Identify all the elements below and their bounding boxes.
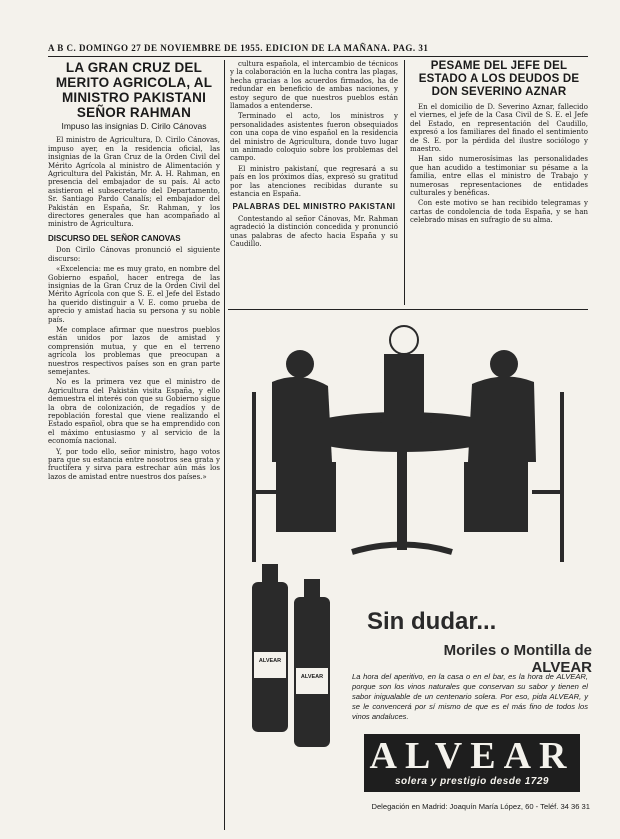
left-man-head (286, 350, 314, 378)
right-chair (532, 392, 562, 562)
article-subhead: Impuso las insignias D. Cirilo Cánovas (61, 121, 207, 131)
article-paragraph: No es la primera vez que el ministro de Agricultura del Pakistán visita España, y ello demuestra el interés con que su Gobierno sigue la obra de colonización, de regadíos y de repoblación forestal que viene realizando el Estado español, obra que se ha emprendido con el máximo entusiasmo y al servicio de la economía nacional. (48, 378, 220, 446)
section-title: PALABRAS DEL MINISTRO PAKISTANI (232, 201, 396, 211)
bottle-left-neck (262, 564, 278, 586)
ad-headline: Sin dudar... (367, 608, 497, 635)
ad-brand-name: ALVEAR (369, 735, 575, 777)
article-headline-agricultura: LA GRAN CRUZ DEL MERITO AGRICOLA, AL MINISTRO PAKISTANI SEÑOR RAHMAN (55, 60, 213, 120)
article-paragraph: Don Cirilo Cánovas pronunció el siguiente discurso: (48, 246, 220, 263)
ad-footer: Delegación en Madrid: Joaquín María López, 60 - Teléf. 34 36 31 (371, 802, 590, 811)
section-title: DISCURSO DEL SEÑOR CANOVAS (48, 233, 181, 243)
bottle-right-label (296, 668, 328, 694)
right-man-legs (464, 462, 528, 532)
article-paragraph: Me complace afirmar que nuestros pueblos están unidos por lazos de amistad y comprensión mutua, y que en el terreno agrícola los problemas que preocupan a nuestros respectivos países son en gran parte semejantes. (48, 325, 220, 376)
column-divider (404, 60, 405, 305)
ad-tagline: solera y prestigio desde 1729 (394, 776, 549, 787)
masthead: A B C. DOMINGO 27 DE NOVIEMBRE DE 1955. EDICION DE LA MAÑANA. PAG. 31 (48, 43, 429, 53)
column-middle (230, 60, 398, 305)
article-paragraph: En el domicilio de D. Severino Aznar, fallecido el viernes, el jefe de la Casa Civil de S. E. el Jefe del Estado, en representación del Caudillo, expresó a los familiares del finado el sentimiento de S. E. por la pérdida del ilustre sociólogo y maestro. (410, 103, 588, 154)
article-paragraph: Han sido numerosísimas las personalidades que han acudido a testimoniar su pésame a la familia, entre ellas el ministro de Trabajo y numerosas representaciones de entidades culturales y benéficas. (410, 155, 588, 198)
article-paragraph: «Excelencia: me es muy grato, en nombre del Gobierno español, hacer entrega de las insignias de la Gran Cruz de la Orden Civil del Mérito Agrícola con que S. E. el Jefe del Estado ha querido distinguir a V. E. como prueba de aprecio y amistad hacia su persona y su noble país. (48, 265, 220, 324)
article-headline-pesame: PESAME DEL JEFE DEL ESTADO A LOS DEUDOS DE DON SEVERINO AZNAR (418, 60, 580, 98)
bottle-label-text: ALVEAR (300, 674, 324, 680)
left-man-legs (276, 462, 336, 532)
bottle-right-neck (304, 579, 320, 601)
ad-body-text: La hora del aperitivo, en la casa o en el bar, es la hora de ALVEAR, porque son los vinos naturales que conservan su sabor y tienen el sabor inigualable de un centenario solera. Por eso, pida ALVEAR, y se le convencerá por sí mismo de que es el más fino de todos los vinos andaluces. (352, 672, 588, 721)
header-rule (48, 56, 588, 57)
ad-subline: Moriles o Montilla de ALVEAR (443, 642, 592, 676)
waiter-head (390, 326, 418, 354)
right-man-body (468, 376, 536, 462)
article-paragraph: cultura española, el intercambio de técnicos y la colaboración en la lucha contra las plagas, hecha gracias a los acuerdos firmados, ha de redundar en beneficio de ambas naciones, y estoy seguro de que nuestros pueblos están llamados a entenderse. (230, 60, 398, 111)
table-leg (397, 440, 407, 550)
alvear-advertisement (232, 312, 590, 824)
ad-brand-box (364, 734, 580, 792)
waiter-body (384, 354, 424, 414)
left-man-body (272, 377, 332, 462)
article-paragraph: Contestando al señor Cánovas, Mr. Rahman agradeció la distinción concedida y pronunció unas palabras de afecto hacia España y su Caudillo. (230, 214, 398, 249)
column-right (410, 60, 588, 305)
column-left (48, 60, 220, 830)
bottle-left-label (254, 652, 286, 678)
article-paragraph: El ministro de Agricultura, D. Cirilo Cánovas, impuso ayer, en la residencia oficial, las insignias de la Gran Cruz de la Orden Civil del Mérito Agrícola al ministro de Alimentación y Agricultura del Pakistán, Mr. A. H. Rahman, en presencia del embajador de su país. Al acto asistieron el subsecretario del Departamento, Sr. Santiago Pardo Canalís; el embajador del Pakistán en España, Sr. Rahman, y los directores generales que han acompañado al ministro de Agricultura. (48, 136, 220, 229)
column-divider (224, 60, 225, 830)
article-paragraph: Terminado el acto, los ministros y personalidades asistentes fueron obsequiados con una copa de vino español en la residencia del ministro de Agricultura, donde tuvo lugar un animado coloquio sobre los problemas del campo. (230, 112, 398, 163)
right-man-head (490, 350, 518, 378)
article-paragraph: Con este motivo se han recibido telegramas y cartas de condolencia de toda España, y se han celebrado misas en sufragio de su alma. (410, 199, 588, 225)
article-paragraph: Y, por todo ello, señor ministro, hago votos para que su estancia entre nosotros sea grata y fructífera y sirva para estrechar aún más los lazos de amistad entre nuestros dos países.» (48, 447, 220, 481)
article-paragraph: El ministro pakistaní, que regresará a su país en los próximos días, expresó su gratitud por las atenciones recibidas durante su estancia en España. (230, 164, 398, 199)
bottle-label-text: ALVEAR (258, 658, 282, 664)
ad-top-rule (228, 309, 588, 310)
